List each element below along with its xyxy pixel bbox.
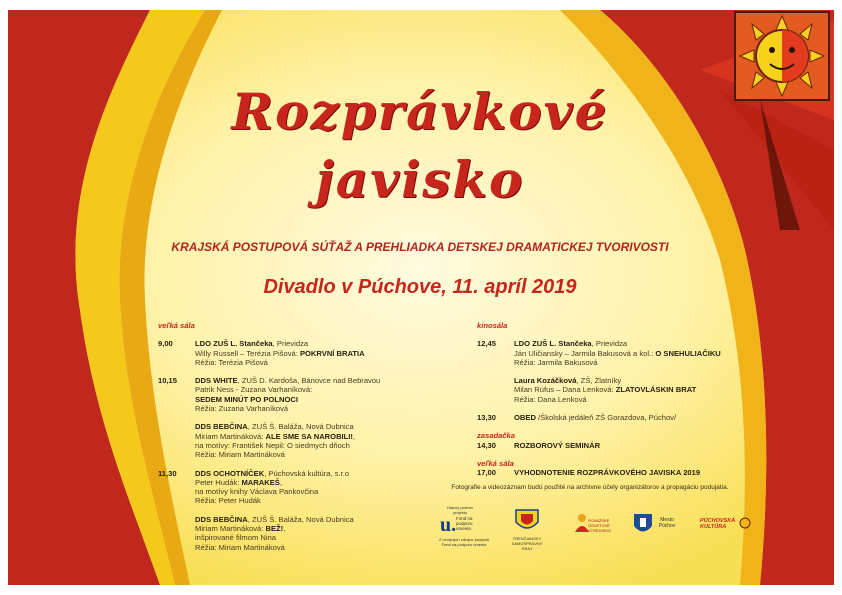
sun-logo (735, 12, 829, 100)
entry-time: 11,30 (158, 468, 177, 478)
play-title: ALE SME SA NAROBILI! (265, 431, 353, 441)
authors: Ján Uličiansky – Jarmila Bakusová a kol.: (514, 348, 656, 358)
group-place: , Prievidza (272, 339, 309, 349)
program-entry (477, 376, 757, 404)
authors: Milan Rúfus – Dana Lenková: (514, 385, 616, 395)
play-title: BEŽ! (265, 524, 284, 534)
program-entry (158, 339, 408, 367)
section-label: kinosála (477, 321, 508, 330)
program-left-column (158, 321, 408, 552)
group-place: , ZŠ, Zlatníky (576, 376, 622, 386)
group-name: DDS WHITE (195, 376, 238, 386)
section-label: veľká sála (477, 458, 514, 468)
director: Réžia: Jarmila Bakusová (514, 357, 598, 367)
tsk-crest-icon (514, 508, 540, 534)
program-entry (158, 469, 408, 506)
program-entry (477, 339, 757, 367)
entry-time: 9,00 (158, 339, 173, 349)
lunch-label: OBED (514, 413, 536, 423)
entry-time: 13,30 (477, 413, 497, 423)
entry-time: 12,45 (477, 339, 497, 349)
section-label: zasadačka (477, 431, 515, 441)
director: Réžia: Peter Hudák (195, 496, 261, 506)
punctuation: , (352, 431, 356, 441)
authors: Peter Hudák: (195, 477, 242, 487)
play-note: na motívy knihy Václava Pankovčina (195, 487, 319, 497)
footer-note: Fotografie a videozáznam budú použité na archívne účely organizátorov a propagáciu podujatia. (451, 484, 729, 491)
director: Réžia: Zuzana Varhaníková (195, 404, 289, 414)
awards-label: VYHODNOTENIE ROZPRÁVKOVÉHO JAVISKA 2019 (514, 468, 701, 478)
group-name: DDS BEBČINA (195, 514, 248, 524)
group-place: , ZUŠ Š. Baláža, Nová Dubnica (247, 422, 354, 432)
authors: Willy Russell – Terézia Pišová: (195, 348, 300, 358)
program-right-column (477, 321, 757, 478)
group-place: , Púchovská kultúra, s.r.o (264, 468, 350, 478)
group-name: LDO ZUŠ L. Stančeka (195, 339, 273, 349)
group-place: , Prievidza (591, 339, 628, 349)
group-name: DDS OCHOTNÍČEK (195, 468, 265, 478)
director: Réžia: Terézia Pišová (195, 357, 268, 367)
group-name: DDS BEBČINA (195, 422, 248, 432)
title-line-1: Rozprávkové (231, 82, 609, 141)
director: Réžia: Dana Lenková (514, 394, 587, 404)
punctuation: , (279, 477, 282, 487)
town-caption: Mesto Púchov (658, 517, 676, 529)
kultura-wordmark: PÚCHOVSKÁ KULTÚRA (700, 518, 736, 530)
program-entry (477, 468, 757, 477)
fpu-u-icon: u. (440, 514, 457, 536)
tsk-caption: TRENČIANSKY SAMOSPRÁVNY KRAJ (511, 536, 543, 551)
venue-date: Divadlo v Púchove, 11. apríl 2019 (263, 276, 577, 298)
program-entry (158, 376, 408, 413)
town-crest-icon (633, 513, 653, 537)
play-note: inšpirované filmom Nina (195, 533, 277, 543)
play-title: ZLATOVLÁSKIN BRAT (615, 385, 697, 395)
title-line-2: javisko (315, 150, 525, 209)
authors: Patrik Ness - Zuzana Varhaníková: (195, 385, 313, 395)
program-entry (477, 441, 757, 450)
group-place: , ZUŠ Š. Baláža, Nová Dubnica (247, 514, 354, 524)
program-entry (158, 422, 408, 459)
group-name: LDO ZUŠ L. Stančeka (514, 339, 592, 349)
play-title: POKRVNÍ BRATIA (299, 348, 365, 358)
play-title: O SNEHULIAČIKU (655, 348, 721, 358)
director: Réžia: Miriam Martináková (195, 450, 285, 460)
fpu-caption: Z verejných zdrojov podporil Fond na podporu umenia (438, 537, 490, 547)
entry-time: 17,00 (477, 468, 497, 478)
entry-time: 14,30 (477, 440, 497, 450)
director: Réžia: Miriam Martináková (195, 542, 285, 552)
section-label: veľká sála (158, 321, 195, 330)
fpu-top-caption: Hlavný partner projektu (446, 505, 473, 515)
subtitle: KRAJSKÁ POSTUPOVÁ SÚŤAŽ A PREHLIADKA DETSKEJ DRAMATICKEJ TVORIVOSTI (171, 240, 669, 254)
lunch-place: /Školská jedáleň ZŠ Gorazdova, Púchov/ (535, 413, 677, 423)
authors: Miriam Martináková: (195, 524, 266, 534)
authors: Miriam Martináková: (195, 431, 266, 441)
group-place: , ZUŠ D. Kardoša, Bánovce nad Bebravou (237, 376, 381, 386)
program-entry (477, 413, 757, 422)
punctuation: , (283, 524, 286, 534)
program-entry (158, 515, 408, 552)
fpu-name: Fond na podporu umenia (456, 516, 473, 531)
seminar-label: ROZBOROVÝ SEMINÁR (514, 440, 601, 450)
play-title: SEDEM MINÚT PO POLNOCI (195, 394, 298, 404)
kultura-sun-icon (738, 516, 752, 530)
pos-caption: POVAŽSKÉ OSVETOVÉ STREDISKO (588, 518, 612, 533)
play-note: na motívy: František Nepil: O siedmych dňoch (195, 440, 350, 450)
group-name: Laura Kozáčková (514, 376, 577, 386)
play-title: MARAKEŠ (241, 477, 280, 487)
entry-time: 10,15 (158, 376, 178, 386)
